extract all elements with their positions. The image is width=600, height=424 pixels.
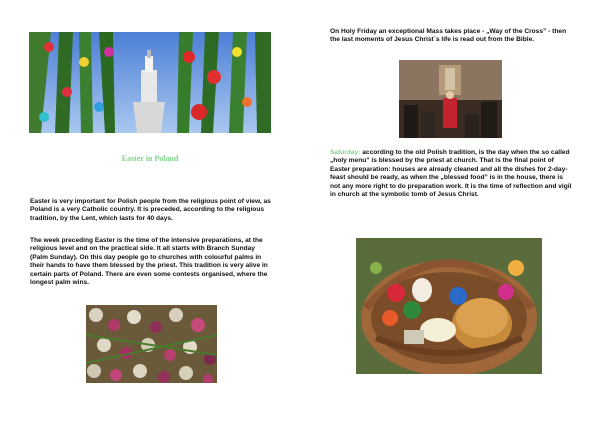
palms-photo [29,32,271,133]
page-title: Easter in Poland [121,154,179,163]
palm-sunday-paragraph: The week preceding Easter is the time of the intensive preparations, at the religious level and on the practical side. It all starts with Branch Sunday (Palm Sunday). On this day people go to churches with colourful palms in their hands to have them blessed by the priest. This tradition is very alive in certain parts of Poland. There are even some contests organised, where the longest palm wins. [30,237,268,287]
easter-basket-photo [356,238,542,374]
intro-paragraph: Easter is very important for Polish people from the religious point of view, as Poland is a very Catholic country. It is preceded, according to the religious tradition, by the Lent, which lasts for 40 days. [30,198,271,222]
saturday-paragraph [330,149,574,199]
saturday-label: Saturday: [330,149,361,156]
church-mass-photo [399,60,502,138]
right-page [300,0,600,424]
holy-friday-paragraph: On Holy Friday an exceptional Mass takes place - „Way of the Cross” - then the last moments of Jesus Christ´s life is read out from the Bible. [330,28,567,44]
palm-catkins-photo [86,305,217,383]
saturday-text: according to the old Polish tradition, is the day when the so called „holy menu” is blessed by the priest at church. That is the final point of Easter preparation: houses are already cleaned and all the dishes for 2-day-feast should be ready, as when the „blessed food” is in the house, there is not any more right to do preparation work. It is the time of reflection and vigil in church at the symbolic tomb of Jesus Christ. [330,149,572,199]
